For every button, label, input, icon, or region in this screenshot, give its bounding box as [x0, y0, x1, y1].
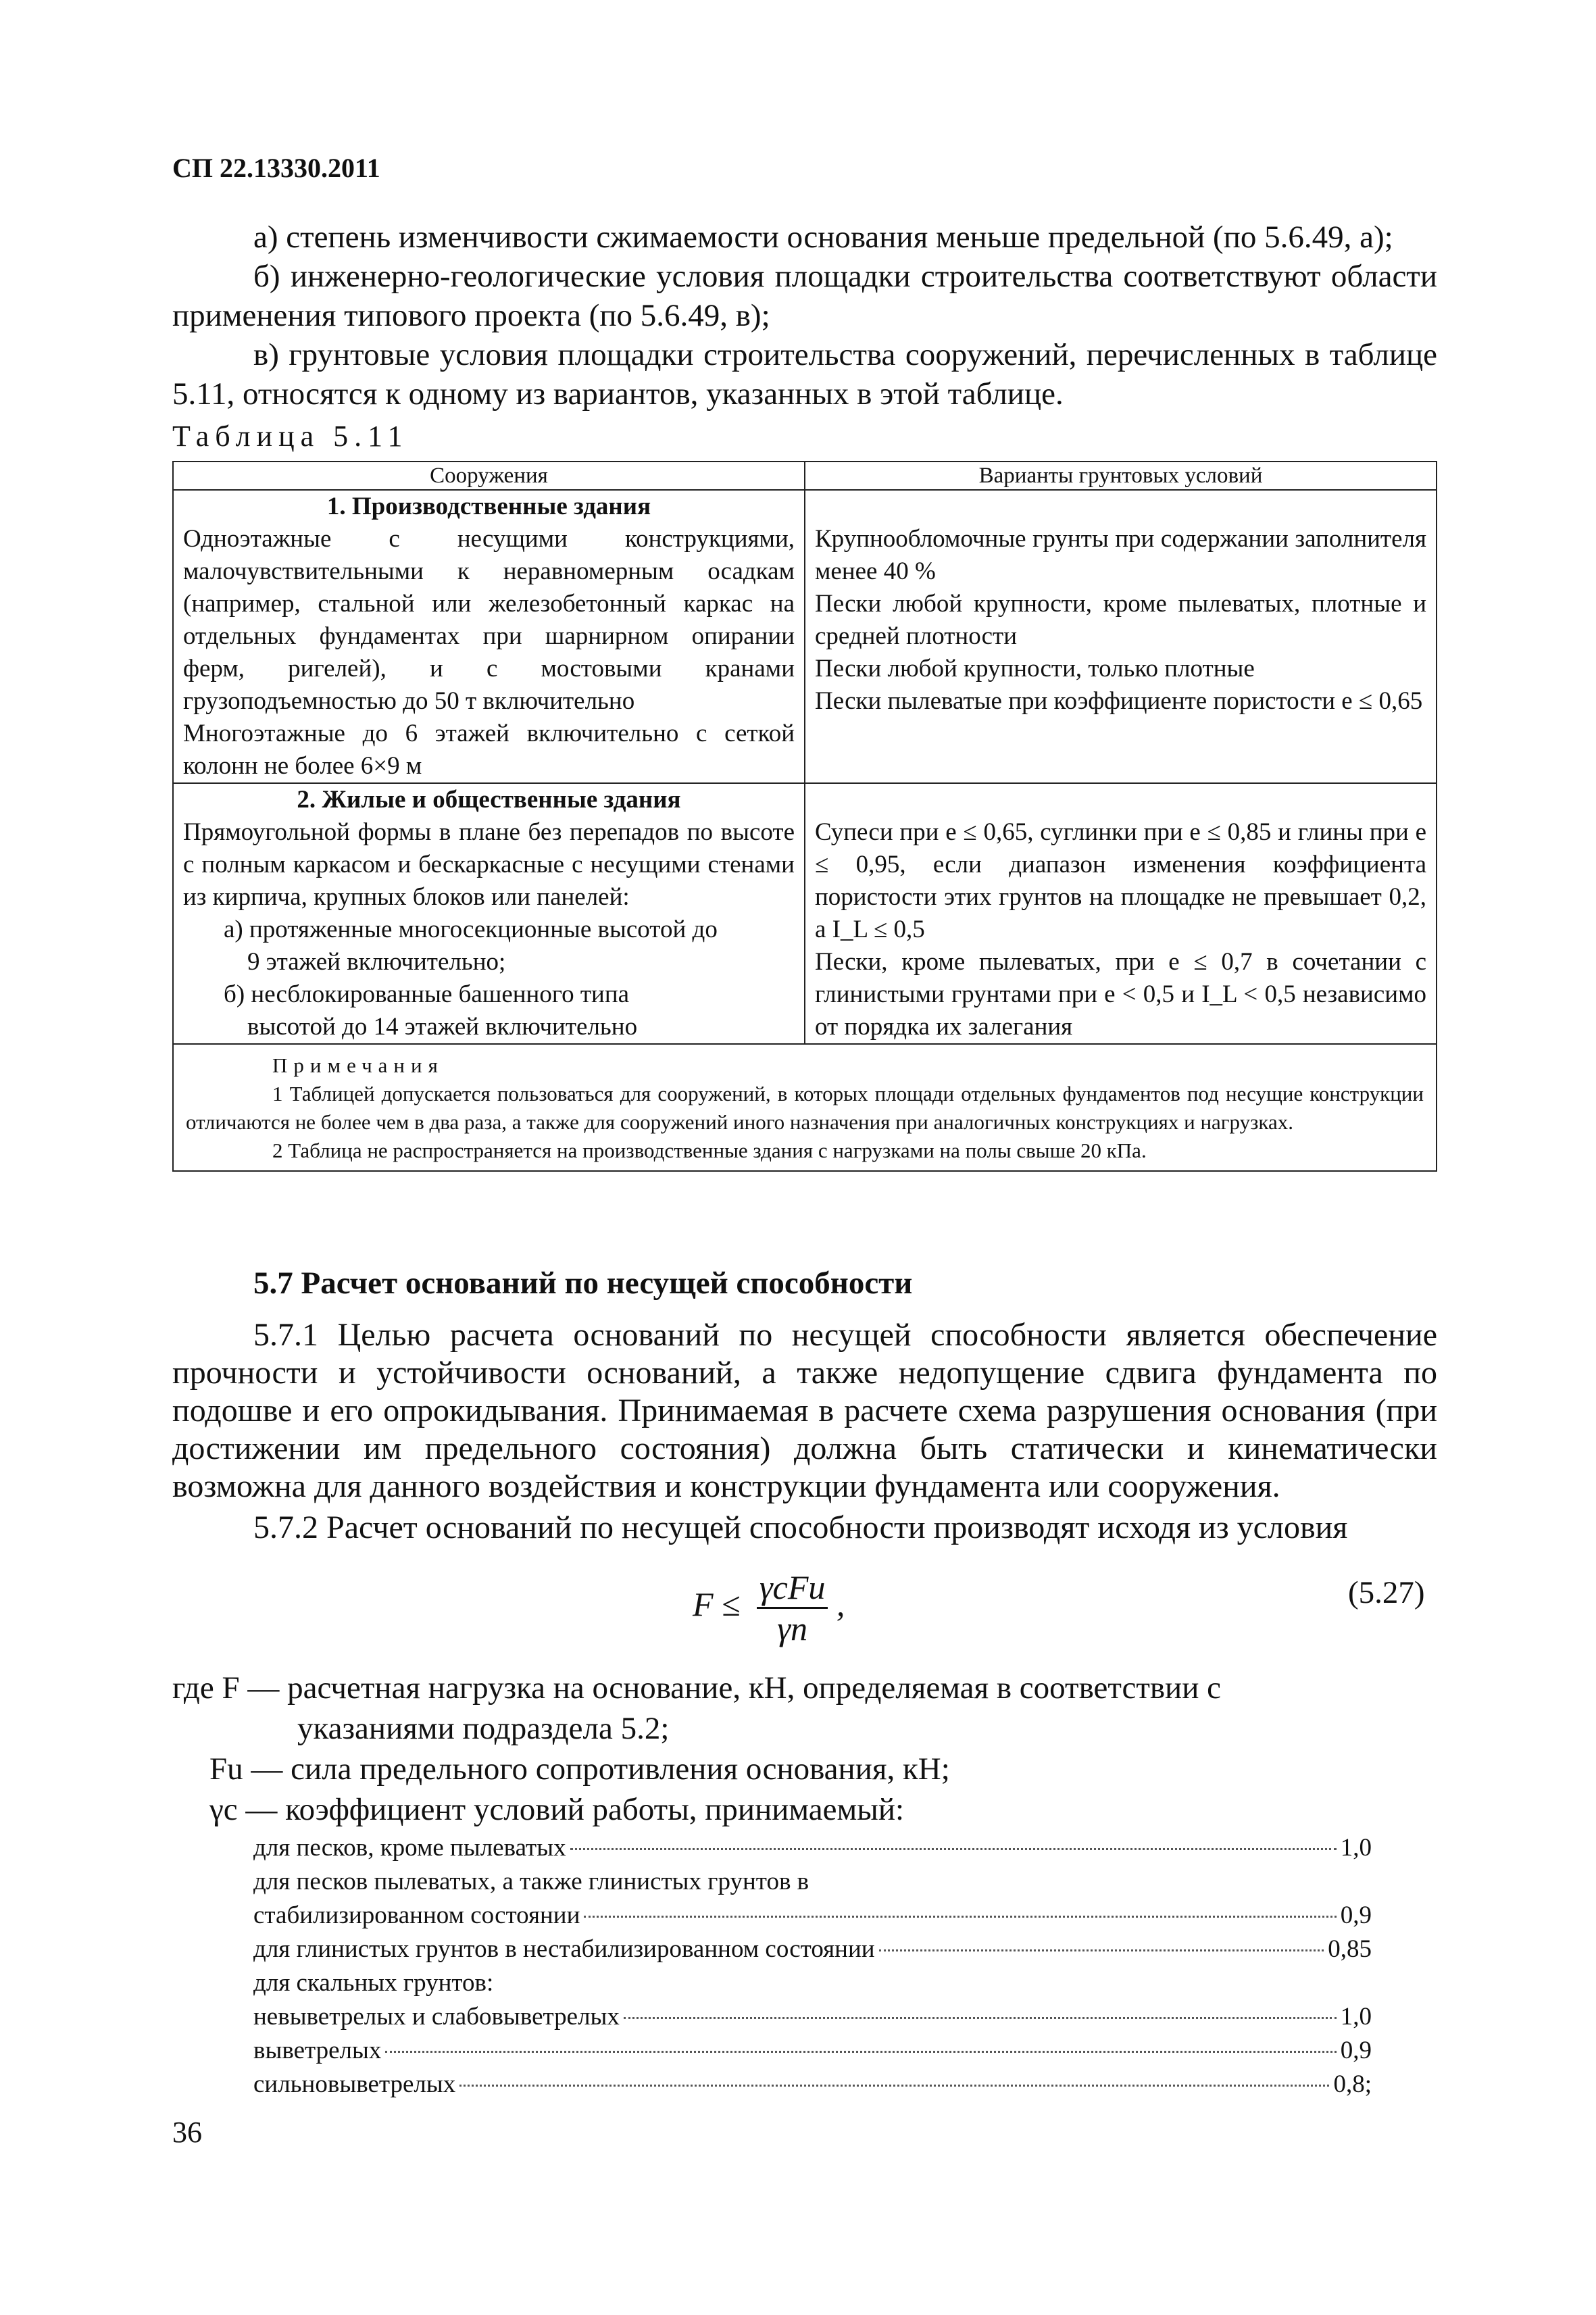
group1-title: 1. Производственные здания	[326, 493, 651, 520]
group2-right-text-1: Супеси при e ≤ 0,65, суглинки при e ≤ 0,85 и глины при e ≤ 0,95, если диапазон изменения коэффициента пористости этих грунтов на площадке не превышает 0,2, а I_L ≤ 0,5	[815, 818, 1426, 943]
group2-title: 2. Жилые и общественные здания	[297, 786, 681, 814]
group2-left-a-line1: а) протяженные многосекционные высотой до	[224, 916, 718, 943]
equation-number: (5.27)	[1348, 1575, 1425, 1610]
coefficient-row: для песков пылеватых, а также глинистых грунтов в	[253, 1868, 809, 1895]
group1-right-item: Пески пылеватые при коэффициенте пористости e ≤ 0,65	[815, 687, 1423, 715]
paragraph-5-7-2: 5.7.2 Расчет оснований по несущей способности производят исходя из условия	[253, 1510, 1348, 1545]
group2-right-text-2: Пески, кроме пылеватых, при e ≤ 0,7 в сочетании с глинистыми грунтами при e < 0,5 и I_L < 0,5 независимо от порядка их залегания	[815, 948, 1426, 1041]
definition-F-continued: указаниями подраздела 5.2;	[297, 1711, 670, 1746]
formula-comma: ,	[836, 1585, 845, 1623]
intro-item-b: б) инженерно-геологические условия площадки строительства соответствуют области применения типового проекта (по 5.6.49, в);	[172, 259, 1437, 333]
notes-title: Примечания	[272, 1053, 444, 1077]
group1-right-item: Пески любой крупности, только плотные	[815, 655, 1255, 682]
group2-left-a-line2: 9 этажей включительно;	[247, 948, 506, 976]
formula-5-27	[693, 1568, 845, 1648]
group2-left-intro: Прямоугольной формы в плане без перепадов по высоте с полным каркасом и бескаркасные с несущими стенами из кирпича, крупных блоков или панелей:	[183, 818, 795, 911]
group1-right-item: Крупнообломочные грунты при содержании заполнителя менее 40 %	[815, 525, 1426, 585]
table-header-soil-variants: Варианты грунтовых условий	[805, 462, 1437, 490]
definition-gamma-c: γc — коэффициент условий работы, принимаемый:	[209, 1792, 905, 1827]
paragraph-5-7-1: 5.7.1 Целью расчета оснований по несущей способности является обеспечение прочности и устойчивости оснований, а также недопущение сдвига фундамента по подошве и его опрокидывания. Принимаемая в расчете схема разрушения основания (при достижении им предельного состояния) должна быть статически и кинематически возможна для данного воздействия и конструкции фундамента или сооружения.	[172, 1317, 1437, 1504]
intro-item-c: в) грунтовые условия площадки строительства сооружений, перечисленных в таблице 5.11, относятся к одному из вариантов, указанных в этой таблице.	[172, 337, 1437, 412]
formula-denominator: γn	[777, 1610, 808, 1647]
table-caption: Таблица 5.11	[172, 420, 409, 453]
table-5-11	[172, 461, 1437, 1172]
group1-left-cell	[173, 490, 805, 783]
group2-right-cell	[805, 783, 1437, 1044]
coefficient-row: для глинистых грунтов в нестабилизированном состоянии 0,85	[253, 1935, 1372, 1963]
group1-left-text-2: Многоэтажные до 6 этажей включительно с сеткой колонн не более 6×9 м	[183, 720, 795, 780]
table-notes	[173, 1044, 1437, 1171]
group2-left-b-line1: б) несблокированные башенного типа	[224, 980, 630, 1008]
definition-F: где F — расчетная нагрузка на основание, кН, определяемая в соответствии с	[172, 1670, 1221, 1706]
formula-numerator: γcFu	[757, 1568, 828, 1609]
table-header-structures: Сооружения	[173, 462, 805, 490]
intro-item-a: а) степень изменчивости сжимаемости основания меньше предельной (по 5.6.49, а);	[253, 220, 1393, 255]
coefficient-row: невыветрелых и слабовыветрелых 1,0	[253, 2003, 1372, 2031]
coefficient-row: выветрелых 0,9	[253, 2037, 1372, 2064]
note-2: 2 Таблица не распространяется на производственные здания с нагрузками на полы свыше 20 кПа.	[272, 1139, 1147, 1162]
coefficients-list	[253, 1831, 1372, 2101]
group1-left-text-1: Одноэтажные с несущими конструкциями, малочувствительными к неравномерным осадкам (например, стальной или железобетонный каркас на отдельных фундаментах при шарнирном опирании ферм, ригелей), и с мостовыми кранами грузоподъемностью до 50 т включительно	[183, 525, 795, 715]
coefficient-row: стабилизированном состоянии 0,9	[253, 1901, 1372, 1929]
formula-fraction	[757, 1568, 828, 1648]
coefficient-row: для песков, кроме пылеватых 1,0	[253, 1834, 1372, 1862]
coefficient-row: для скальных грунтов:	[253, 1969, 494, 1997]
formula-lhs: F ≤	[693, 1585, 741, 1623]
group2-left-cell	[173, 783, 805, 1044]
group2-left-b-line2: высотой до 14 этажей включительно	[247, 1013, 638, 1041]
group1-right-cell	[805, 490, 1437, 783]
definition-Fu: Fu — сила предельного сопротивления основания, кН;	[209, 1751, 950, 1787]
group1-right-item: Пески любой крупности, кроме пылеватых, плотные и средней плотности	[815, 590, 1426, 650]
note-1: 1 Таблицей допускается пользоваться для сооружений, в которых площади отдельных фундаментов под несущие конструкции отличаются не более чем в два раза, а также для сооружений иного назначения при аналогичных конструкциях и нагрузках.	[186, 1082, 1424, 1134]
document-code-header: СП 22.13330.2011	[172, 153, 380, 183]
page-number: 36	[172, 2116, 202, 2149]
section-title: 5.7 Расчет оснований по несущей способности	[253, 1266, 913, 1301]
coefficient-row: сильновыветрелых 0,8;	[253, 2070, 1372, 2098]
